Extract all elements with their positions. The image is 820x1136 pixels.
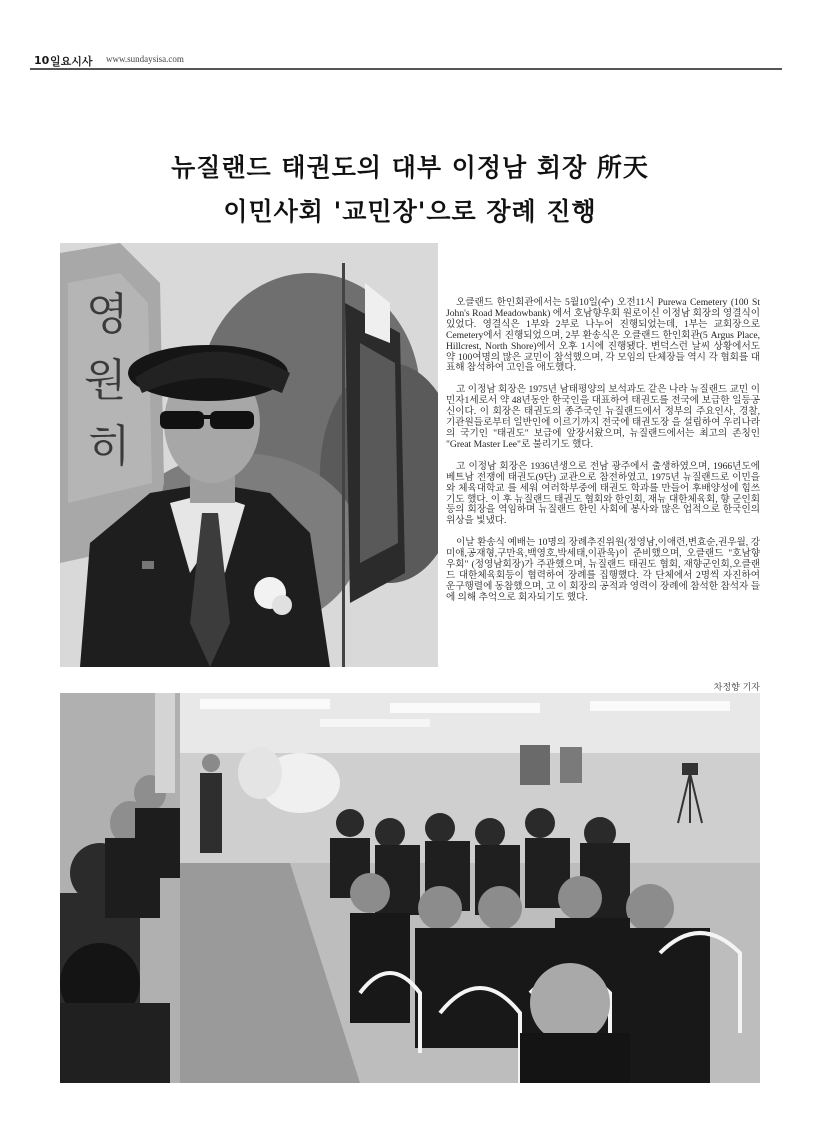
stone-char-2: 원 bbox=[84, 355, 127, 406]
memorial-service-graphic bbox=[60, 693, 760, 1083]
article-body bbox=[446, 298, 760, 615]
byline: 차정향 기자 bbox=[713, 683, 760, 693]
article-paragraph-2: 고 이정남 회장은 1975년 남태평양의 보석과도 같은 나라 뉴질랜드 교민 이민자1세로서 약 48년동안 한국인을 대표하여 태권도를 전국에 보급한 일등공신이다. 이 회장은 태권도의 종주국인 뉴질랜드에서 정부의 주요인사, 경찰, 기관원들로부터 일반인에 이르기까지 전국에 태권도장 을 설립하여 우리나라의 국기인 "태권도" 보급에 앞장서왔으며, 뉴질랜드에서는 최고의 존칭인 "Great Master Lee"로 불리기도 했다. bbox=[446, 384, 760, 450]
memorial-service-photo bbox=[60, 693, 760, 1083]
article-paragraph-1: 오클랜드 한인회관에서는 5월10일(수) 오전11시 Purewa Cemetery (100 St John's Road Meadowbank) 에서 호남향우회 원로이신 이정남 회장의 영결식이 있었다. 영결식은 1부와 2부로 나누어 진행되었는데, 1부는 교회장으로 Cemetery에서 진행되었으며, 2부 환송식은 오클랜드 한인회관(5 Argus Place, Hillcrest, North Shore)에서 오후 1시에 진행됐다. 변덕스런 날씨 상황에서도 약 100여명의 많은 교민이 참석했으며, 각 모임의 단체장들 역시 각 협회를 대표해 참석하여 고인을 애도했다. bbox=[446, 297, 760, 374]
page-header bbox=[30, 40, 790, 70]
stone-char-3: 히 bbox=[88, 421, 131, 472]
header-rule bbox=[30, 68, 782, 70]
headline-line-1: 뉴질랜드 태권도의 대부 이정남 회장 所天 bbox=[171, 153, 649, 182]
article-paragraph-3: 고 이정남 회장은 1936년생으로 전남 광주에서 출생하였으며, 1966년도에 베트남 전쟁에 태권도(9단) 교관으로 참전하였고, 1975년 뉴질랜드로 이민을 와 체육대학교 를 세워 여러학부중에 태권도 학과를 만들어 후배양성에 힘쓰기도 했다. 이 후 뉴질랜드 태권도 협회와 한인회, 재뉴 대한체육회, 향 군인회 등의 회장을 역임하며 뉴질랜드 한인 사회에 봉사와 많은 업적으로 한국인의 위상을 빛냈다. bbox=[446, 460, 760, 527]
website-url: www.sundaysisa.com bbox=[106, 54, 184, 64]
article-paragraph-4: 이날 환송식 예배는 10명의 장례추진위원(정영남,이애련,변효순,권우월, 강미애,공재형,구만육,백영호,박세태,이관욱)이 준비했으며, 오클랜드 "호남향우회" (정영남회장)가 주관했으며, 뉴질랜드 태권도 협회, 재향군인회,오클랜드 대한체육회등이 협력하여 장례를 집행했다. 각 단체에서 2명씩 자진하여 운구행렬에 동참했으며, 고 이 회장의 공적과 영력이 장례에 참석한 참석자 들에 의해 추억으로 회자되기도 했다. bbox=[446, 537, 760, 603]
headline-line-2: 이민사회 '교민장'으로 장례 진행 bbox=[223, 197, 597, 226]
headline bbox=[80, 146, 740, 234]
portrait-photo bbox=[60, 243, 438, 667]
page-number: 10 bbox=[34, 54, 50, 67]
publication-name: 일요시사 bbox=[50, 55, 93, 68]
portrait-photo-graphic bbox=[60, 243, 438, 667]
stone-char-1: 영 bbox=[86, 289, 129, 340]
